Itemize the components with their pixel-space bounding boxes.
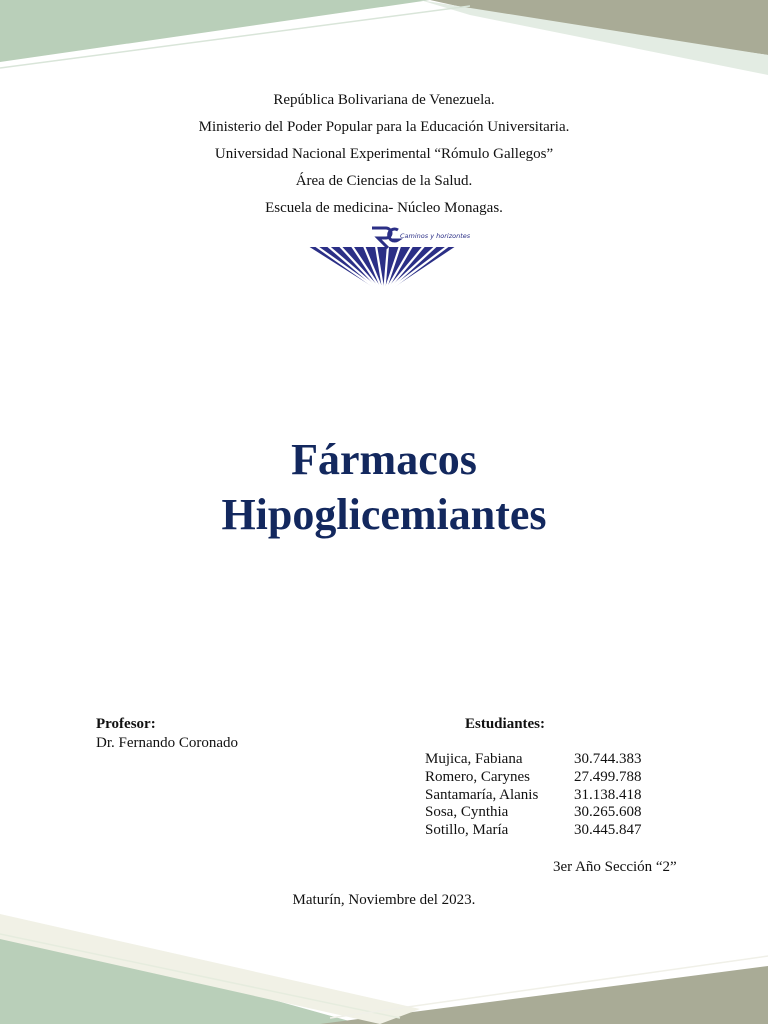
- document-title: [0, 432, 768, 542]
- student-id: 30.744.383: [574, 751, 642, 767]
- header-line-universidad: Universidad Nacional Experimental “Rómulo Gallegos”: [214, 146, 554, 162]
- estudiantes-label: Estudiantes:: [465, 716, 546, 732]
- student-name: Santamaría, Alanis: [425, 786, 539, 803]
- section-label: 3er Año Sección “2”: [553, 859, 677, 875]
- title-line-2: Hipoglicemiantes: [221, 490, 547, 539]
- student-name: Sosa, Cynthia: [425, 804, 509, 821]
- university-logo: [306, 224, 471, 296]
- institution-header: [0, 89, 768, 224]
- student-id: 27.499.788: [574, 768, 642, 785]
- header-line-area: Área de Ciencias de la Salud.: [295, 173, 473, 189]
- logo-text: Caminos y horizontes: [400, 232, 471, 240]
- student-name: Sotillo, María: [425, 822, 509, 839]
- list-item: [425, 751, 664, 769]
- header-line-ministerio: Ministerio del Poder Popular para la Educación Universitaria.: [198, 119, 570, 135]
- profesor-label: Profesor:: [96, 716, 156, 732]
- student-id: 30.265.608: [574, 804, 642, 821]
- student-name: Mujica, Fabiana: [425, 751, 523, 767]
- profesor-name: Dr. Fernando Coronado: [96, 735, 239, 751]
- student-id: 31.138.418: [574, 786, 642, 803]
- list-item: [425, 787, 664, 805]
- title-line-1: Fármacos: [291, 435, 477, 484]
- profesor-block: [96, 715, 238, 753]
- students-list: [425, 751, 664, 840]
- date-place: Maturín, Noviembre del 2023.: [292, 892, 476, 908]
- header-line-republica: República Bolivariana de Venezuela.: [273, 92, 495, 108]
- bottom-decoration: [0, 914, 768, 1024]
- list-item: [425, 769, 664, 787]
- student-id: 30.445.847: [574, 822, 642, 839]
- list-item: [425, 804, 664, 822]
- student-name: Romero, Carynes: [425, 768, 530, 785]
- list-item: [425, 822, 664, 840]
- header-line-escuela: Escuela de medicina- Núcleo Monagas.: [265, 200, 503, 216]
